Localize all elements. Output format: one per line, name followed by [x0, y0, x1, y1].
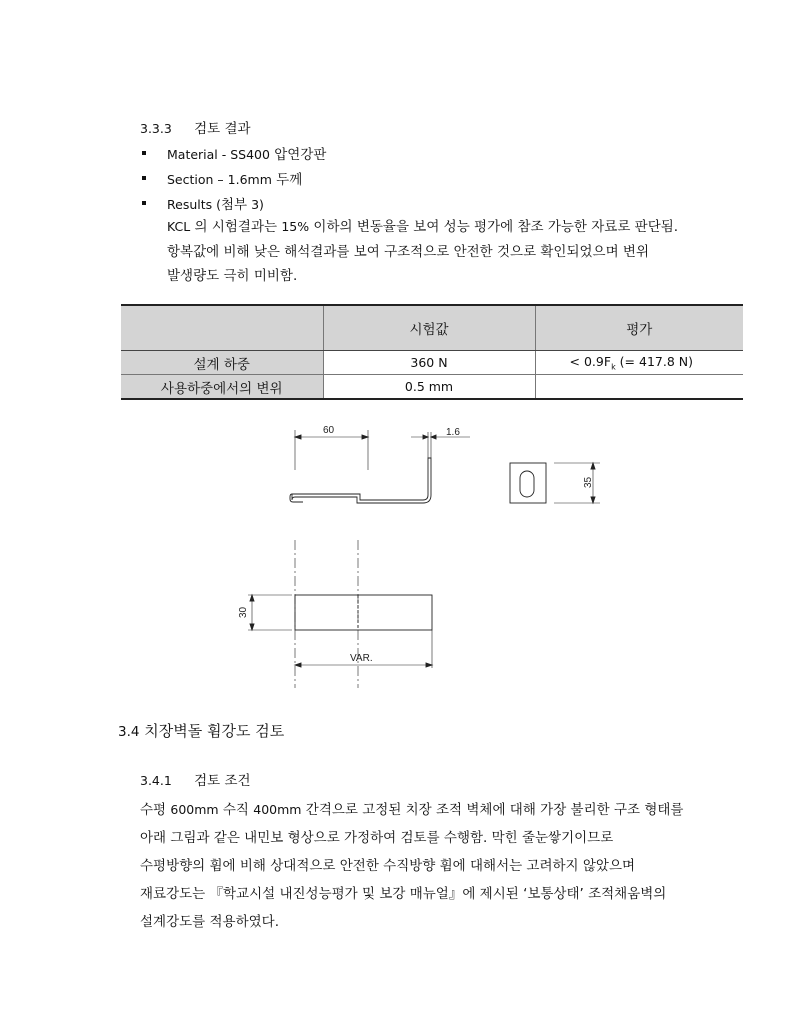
bullet-text: Results (	[167, 197, 221, 212]
dimension-arrows	[423, 435, 436, 439]
conditions-text: 수직	[218, 802, 254, 818]
section-title: 검토 조건	[194, 773, 251, 789]
section-title: 검토 결과	[194, 121, 251, 137]
dim-label-width: 60	[323, 425, 335, 436]
table-header-cell: 평가	[535, 305, 743, 351]
section-heading-341	[140, 769, 251, 789]
bullet-text: Section – 1.6mm	[167, 172, 272, 187]
conditions-text: 간격으로 고정된 치장 조적 벽체에 대해 가장 불리한 구조 형태를	[301, 802, 684, 818]
dim-label-thickness: 1.6	[446, 427, 460, 438]
results-line-3: 발생량도 극히 미비함.	[167, 268, 298, 284]
bullet-text-korean: 두께	[271, 172, 303, 188]
table-cell: 360 N	[323, 351, 535, 375]
conditions-text: 수평	[140, 802, 171, 818]
section-number: 3.4	[118, 724, 140, 740]
eval-subscript: k	[611, 362, 616, 372]
section-number: 3.4.1	[140, 773, 172, 788]
bullet-text-tail: 3)	[247, 197, 264, 212]
results-line-2: 항복값에 비해 낮은 해석결과를 보여 구조적으로 안전한 것으로 확인되었으며 변위	[167, 244, 650, 260]
bullet-text: Material - SS400	[167, 147, 270, 162]
plan-view	[248, 540, 432, 688]
section-number: 3.3.3	[140, 121, 172, 136]
conditions-line-5: 설계강도를 적용하였다.	[140, 914, 279, 930]
slot-hole	[520, 471, 534, 497]
conditions-text: 600mm	[170, 802, 219, 817]
section-heading-34	[118, 720, 284, 741]
eval-text: < 0.9F	[569, 353, 612, 369]
table-cell: 0.5 mm	[323, 375, 535, 400]
section-title: 치장벽돌 휨강도 검토	[139, 722, 285, 740]
conditions-line-4: 재료강도는 『학교시설 내진성능평가 및 보강 매뉴얼』에 제시된 ‘보통상태’ 조적채움벽의	[140, 886, 667, 902]
conditions-line-3: 수평방향의 휨에 비해 상대적으로 안전한 수직방향 휨에 대해서는 고려하지 않았으며	[140, 858, 636, 874]
dim-label-length: VAR.	[350, 653, 373, 664]
table-header-cell: 시험값	[323, 305, 535, 351]
bullet-text-korean: 첨부	[221, 197, 248, 213]
results-text: KCL	[167, 219, 191, 234]
results-text: 의 시험결과는	[190, 219, 282, 235]
table-row-label: 설계 하중	[121, 351, 323, 375]
plate-plan-rect	[295, 595, 432, 630]
bullet-text-korean: 압연강판	[269, 147, 327, 163]
profile-section-view	[290, 430, 470, 503]
eval-text: (= 417.8 N)	[615, 353, 693, 369]
table-row-label: 사용하중에서의 변위	[121, 375, 323, 400]
results-text: 이하의 변동율을 보여 성능 평가에 참조 가능한 자료로 판단됨.	[309, 219, 679, 235]
conditions-line-2: 아래 그림과 같은 내민보 형상으로 가정하여 검토를 수행함. 막힌 줄눈쌓기이므로	[140, 830, 614, 846]
conditions-line-1	[140, 798, 683, 818]
results-text: 15%	[281, 219, 310, 234]
dim-label-depth: 30	[238, 606, 249, 618]
profile-outline	[292, 458, 431, 503]
dim-label-height: 35	[583, 476, 594, 488]
conditions-text: 400mm	[253, 802, 302, 817]
